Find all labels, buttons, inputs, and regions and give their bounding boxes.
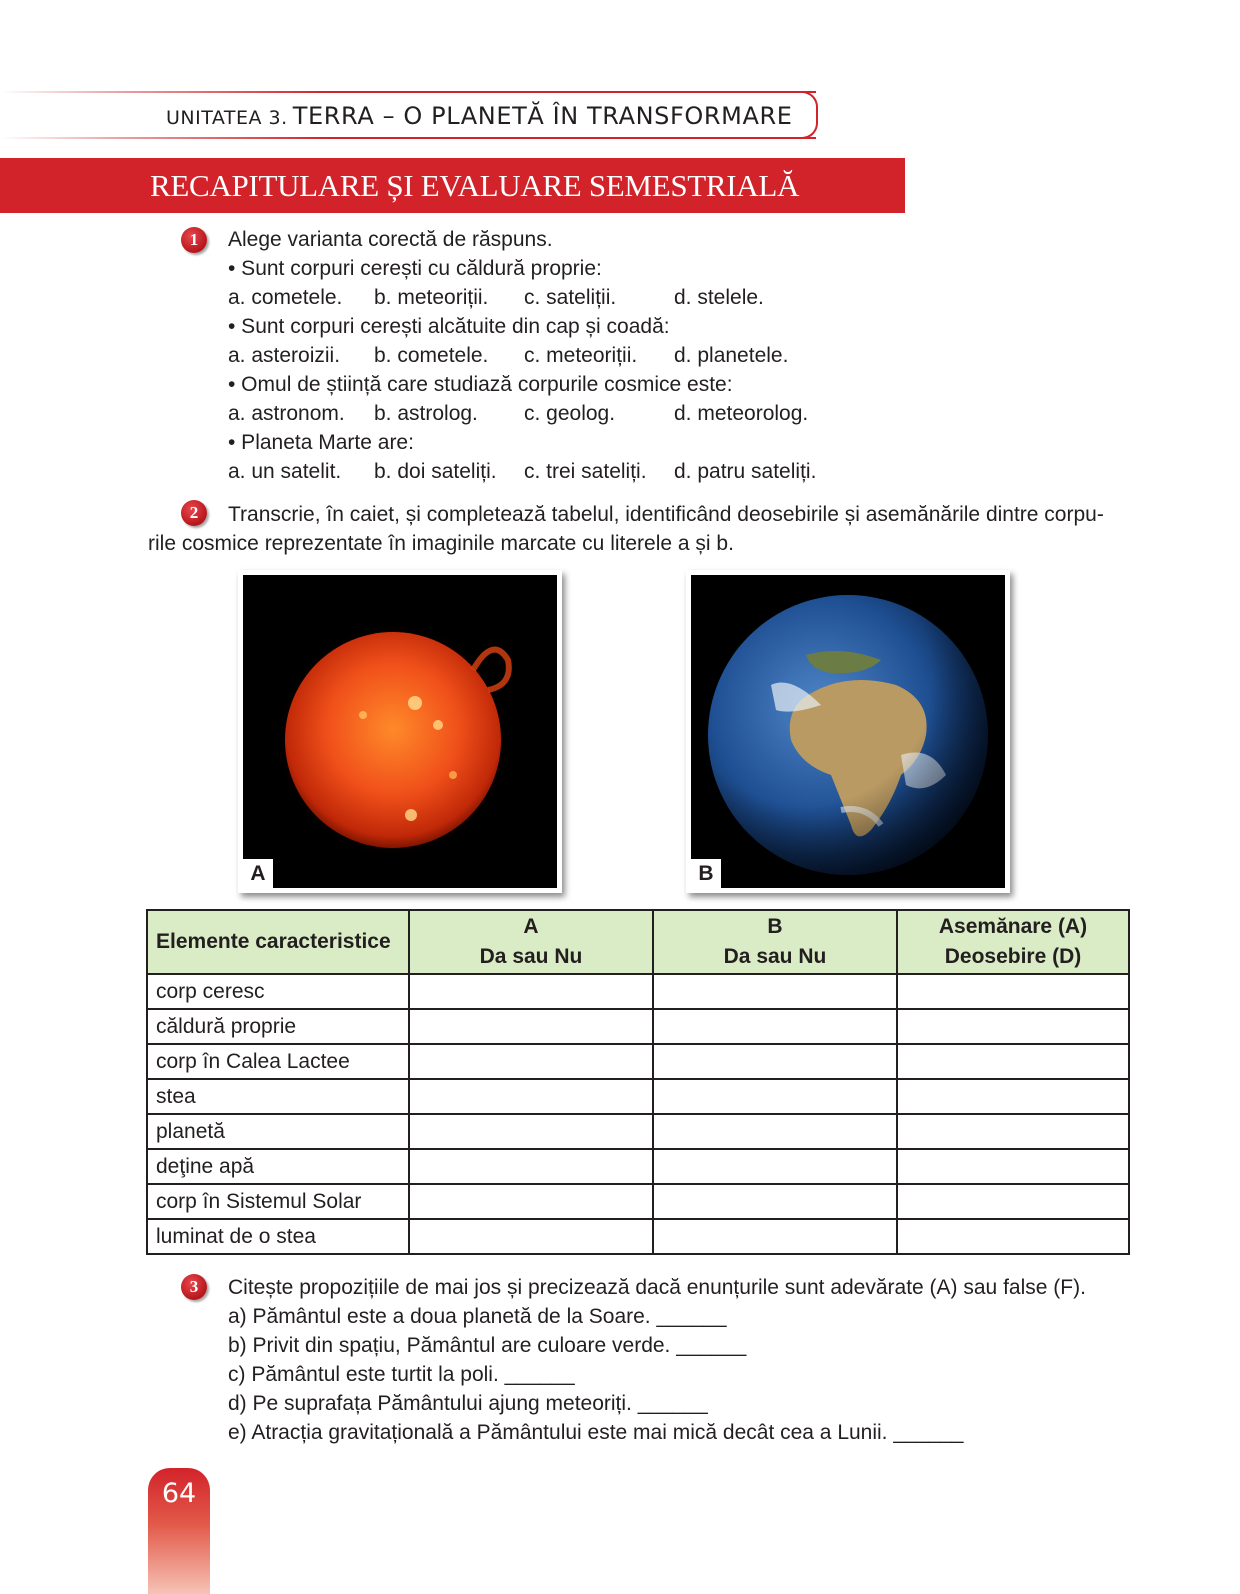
section-title-bar bbox=[0, 158, 905, 213]
q4-option-d: d. patru sateliți. bbox=[674, 460, 817, 483]
exercise-2-instruction-line1: Transcrie, în caiet, și completează tabelul, identificând deosebirile și asemănările dintre corpu- bbox=[228, 503, 1104, 526]
q2-option-a: a. asteroizii. bbox=[228, 344, 341, 367]
row-label: stea bbox=[147, 1079, 409, 1114]
statement-d: d) Pe suprafața Pământului ajung meteoriți. ______ bbox=[228, 1392, 708, 1415]
cell-b[interactable] bbox=[653, 974, 897, 1009]
cell-comparison[interactable] bbox=[897, 1009, 1129, 1044]
q1-option-c: c. sateliții. bbox=[524, 286, 617, 309]
q2-option-b: b. cometele. bbox=[374, 344, 489, 367]
table-row bbox=[147, 1114, 1129, 1149]
question-4: • Planeta Marte are: bbox=[228, 431, 414, 454]
exercise-1-instruction: Alege varianta corectă de răspuns. bbox=[228, 228, 553, 251]
cell-comparison[interactable] bbox=[897, 1219, 1129, 1254]
cell-a[interactable] bbox=[409, 1219, 653, 1254]
q2-option-c: c. meteoriții. bbox=[524, 344, 638, 367]
header-a-l1: A bbox=[523, 915, 539, 938]
header-b-l2: Da sau Nu bbox=[723, 945, 827, 968]
question-3: • Omul de știință care studiază corpurile cosmice este: bbox=[228, 373, 733, 396]
cell-a[interactable] bbox=[409, 1184, 653, 1219]
table-row bbox=[147, 1184, 1129, 1219]
header-comparison-l2: Deosebire (D) bbox=[944, 945, 1082, 968]
cell-comparison[interactable] bbox=[897, 1044, 1129, 1079]
header-a-l2: Da sau Nu bbox=[479, 945, 583, 968]
header-comparison-l1: Asemănare (A) bbox=[938, 915, 1088, 938]
cell-a[interactable] bbox=[409, 1114, 653, 1149]
header-b bbox=[653, 910, 897, 974]
cell-b[interactable] bbox=[653, 1079, 897, 1114]
unit-header bbox=[0, 91, 818, 139]
image-b-label: B bbox=[691, 859, 721, 888]
image-b-earth bbox=[686, 570, 1010, 893]
cell-a[interactable] bbox=[409, 1149, 653, 1184]
exercise-3-number: 3 bbox=[181, 1274, 207, 1300]
statement-b: b) Privit din spațiu, Pământul are culoare verde. ______ bbox=[228, 1334, 747, 1357]
page-number-tab bbox=[148, 1468, 210, 1594]
header-elements: Elemente caracteristice bbox=[147, 910, 409, 974]
q3-option-d: d. meteorolog. bbox=[674, 402, 809, 425]
exercise-2-number: 2 bbox=[181, 500, 207, 526]
sun-illustration bbox=[243, 575, 557, 888]
table-row bbox=[147, 1079, 1129, 1114]
q1-option-b: b. meteoriții. bbox=[374, 286, 489, 309]
section-title: RECAPITULARE ȘI EVALUARE SEMESTRIALĂ bbox=[150, 168, 800, 203]
exercise-2-instruction-line2: rile cosmice reprezentate în imaginile marcate cu literele a și b. bbox=[148, 532, 734, 555]
statement-c: c) Pământul este turtit la poli. ______ bbox=[228, 1363, 575, 1386]
unit-name: TERRA – O PLANETĂ ÎN TRANSFORMARE bbox=[292, 102, 793, 130]
table-row bbox=[147, 974, 1129, 1009]
q1-option-a: a. cometele. bbox=[228, 286, 343, 309]
q2-option-d: d. planetele. bbox=[674, 344, 789, 367]
table-row bbox=[147, 1044, 1129, 1079]
cell-a[interactable] bbox=[409, 1044, 653, 1079]
q3-option-b: b. astrolog. bbox=[374, 402, 478, 425]
cell-a[interactable] bbox=[409, 974, 653, 1009]
cell-comparison[interactable] bbox=[897, 1114, 1129, 1149]
row-label: luminat de o stea bbox=[147, 1219, 409, 1254]
cell-b[interactable] bbox=[653, 1219, 897, 1254]
cell-b[interactable] bbox=[653, 1044, 897, 1079]
cell-b[interactable] bbox=[653, 1114, 897, 1149]
cell-comparison[interactable] bbox=[897, 974, 1129, 1009]
exercise-3-instruction: Citește propozițiile de mai jos și precizează dacă enunțurile sunt adevărate (A) sau false (F). bbox=[228, 1276, 1086, 1299]
cell-comparison[interactable] bbox=[897, 1079, 1129, 1114]
table-header-row bbox=[147, 910, 1129, 974]
statement-e: e) Atracția gravitațională a Pământului este mai mică decât cea a Lunii. ______ bbox=[228, 1421, 964, 1444]
q3-option-a: a. astronom. bbox=[228, 402, 345, 425]
q4-option-a: a. un satelit. bbox=[228, 460, 342, 483]
question-2: • Sunt corpuri cerești alcătuite din cap și coadă: bbox=[228, 315, 670, 338]
cell-b[interactable] bbox=[653, 1184, 897, 1219]
table-row bbox=[147, 1149, 1129, 1184]
table-row bbox=[147, 1219, 1129, 1254]
image-a-sun bbox=[238, 570, 562, 893]
table-row bbox=[147, 1009, 1129, 1044]
earth-illustration bbox=[691, 575, 1005, 888]
header-a bbox=[409, 910, 653, 974]
page-number: 64 bbox=[161, 1478, 197, 1509]
header-b-l1: B bbox=[767, 915, 783, 938]
cell-b[interactable] bbox=[653, 1009, 897, 1044]
question-1: • Sunt corpuri cerești cu căldură proprie: bbox=[228, 257, 602, 280]
q1-option-d: d. stelele. bbox=[674, 286, 764, 309]
q3-option-c: c. geolog. bbox=[524, 402, 616, 425]
cell-a[interactable] bbox=[409, 1009, 653, 1044]
unit-title bbox=[166, 102, 793, 130]
row-label: corp în Sistemul Solar bbox=[147, 1184, 409, 1219]
q4-option-c: c. trei sateliți. bbox=[524, 460, 647, 483]
exercise-1-number: 1 bbox=[181, 227, 207, 253]
q4-option-b: b. doi sateliți. bbox=[374, 460, 497, 483]
row-label: căldură proprie bbox=[147, 1009, 409, 1044]
cell-comparison[interactable] bbox=[897, 1149, 1129, 1184]
row-label: planetă bbox=[147, 1114, 409, 1149]
image-a-label: A bbox=[243, 859, 273, 888]
cell-comparison[interactable] bbox=[897, 1184, 1129, 1219]
statement-a: a) Pământul este a doua planetă de la Soare. ______ bbox=[228, 1305, 727, 1328]
row-label: deţine apă bbox=[147, 1149, 409, 1184]
cell-b[interactable] bbox=[653, 1149, 897, 1184]
header-comparison bbox=[897, 910, 1129, 974]
characteristics-table bbox=[146, 909, 1130, 1255]
row-label: corp ceresc bbox=[147, 974, 409, 1009]
unit-label: UNITATEA 3. bbox=[166, 107, 288, 129]
cell-a[interactable] bbox=[409, 1079, 653, 1114]
row-label: corp în Calea Lactee bbox=[147, 1044, 409, 1079]
